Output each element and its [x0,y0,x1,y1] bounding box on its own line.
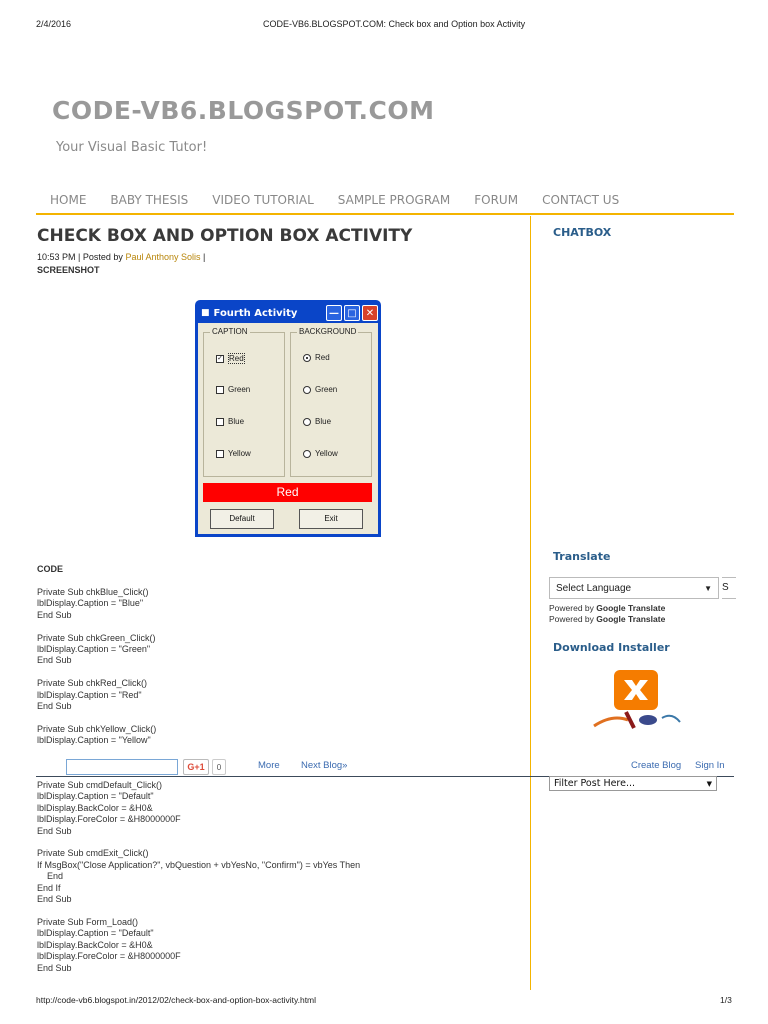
post-time: 10:53 PM [37,252,76,262]
check-green: Green [216,385,250,394]
display-label: Red [203,483,372,502]
print-date: 2/4/2016 [36,19,72,29]
vb-client-area [198,323,378,534]
nav-forum[interactable]: FORUM [474,193,519,207]
vb-titlebar [198,303,378,323]
next-blog-link[interactable]: Next Blog» [301,760,348,771]
author-separator: | [203,252,206,262]
print-page-title: CODE-VB6.BLOGSPOT.COM: Check box and Option box Activity [263,19,526,29]
google-logo: Google [596,614,626,624]
radio-icon [303,418,311,426]
posted-by-label: | Posted by [78,252,123,262]
check-red: ✓ Red [217,354,244,363]
check-yellow: Yellow [216,449,251,458]
sidebar-divider [530,216,531,990]
code-block-bottom: Private Sub cmdDefault_Click() lblDisplay.Caption = "Default" lblDisplay.BackColor = &H0& lblDisplay.ForeColor = &H8000000F End Sub Private Sub cmdExit_Click() If MsgBox("Close Application?", vbQuestion + vbYesNo, "Confirm") = vbYes Then End End If End Sub Private Sub Form_Load() lblDisplay.Caption = "Default" lblDisplay.BackColor = &H0& lblDisplay.ForeColor = &H8000000F End Sub [37,780,361,973]
language-select[interactable] [549,577,719,599]
close-icon: ✕ [362,305,378,321]
selected-radio-icon [303,354,311,362]
filter-post-value: Filter Post Here... [554,778,636,789]
checkbox-icon [216,450,224,458]
option-green: Green [303,385,337,394]
sign-in-link[interactable]: Sign In [695,760,725,771]
language-select-value: Select Language [556,582,632,594]
exit-button: Exit [299,509,363,529]
background-frame-label: BACKGROUND [299,327,357,336]
powered-by-2: Powered by Google Translate [549,614,666,624]
checkbox-icon [216,386,224,394]
dropdown-arrow-icon: ▼ [706,779,712,788]
form-icon: ■ [201,308,210,318]
option-yellow: Yellow [303,449,338,458]
nav-baby-thesis[interactable]: BABY THESIS [110,193,189,207]
gplus-count: 0 [212,759,226,775]
code-label: CODE [37,564,64,574]
main-nav [38,193,631,207]
nav-video-tutorial[interactable]: VIDEO TUTORIAL [212,193,314,207]
checked-checkbox-icon: ✓ [217,354,223,362]
blog-description: Your Visual Basic Tutor! [56,140,208,155]
code-block-top: Private Sub chkBlue_Click() lblDisplay.Caption = "Blue" End Sub Private Sub chkGreen_Click() lblDisplay.Caption = "Green" End Sub Private Sub chkRed_Click() lblDisplay.Caption = "Red" End Sub Private Sub chkYellow_Click() lblDisplay.Caption = "Yellow" [37,587,157,746]
google-logo: Google [596,603,626,613]
blog-search-input[interactable] [66,759,178,775]
chatbox-heading: CHATBOX [553,226,612,239]
nav-sample-program[interactable]: SAMPLE PROGRAM [337,193,451,207]
blog-title[interactable]: CODE-VB6.BLOGSPOT.COM [52,96,435,125]
screenshot-label: SCREENSHOT [37,265,100,275]
radio-icon [303,386,311,394]
minimize-icon: — [326,305,342,321]
radio-icon [303,450,311,458]
create-blog-link[interactable]: Create Blog [631,760,682,771]
gplus-button[interactable]: G+1 [183,759,209,775]
xampp-logo-icon[interactable] [592,668,684,734]
more-link[interactable]: More [258,760,280,771]
caption-frame-label: CAPTION [212,327,248,336]
post-title[interactable]: CHECK BOX AND OPTION BOX ACTIVITY [37,226,413,246]
filter-post-select[interactable] [549,776,717,791]
language-submit-partial[interactable]: S [722,577,736,599]
footer-page-number: 1/3 [720,995,732,1005]
author-link[interactable]: Paul Anthony Solis [125,252,201,262]
post-meta [37,252,205,262]
nav-home[interactable]: HOME [50,193,87,207]
vb-form-screenshot [195,300,381,537]
default-button: Default [210,509,274,529]
caption-frame [203,327,285,477]
option-red: Red [303,353,330,362]
checkbox-icon [216,418,224,426]
nav-contact-us[interactable]: CONTACT US [542,193,620,207]
dropdown-arrow-icon: ▼ [704,583,712,593]
footer-url: http://code-vb6.blogspot.in/2012/02/check-box-and-option-box-activity.html [36,995,317,1005]
powered-by-1: Powered by Google Translate [549,603,666,613]
vb-window-title: Fourth Activity [213,307,298,319]
maximize-icon: □ [344,305,360,321]
check-blue: Blue [216,417,244,426]
option-blue: Blue [303,417,331,426]
nav-divider [36,213,734,215]
translate-heading: Translate [553,550,611,563]
background-frame [290,327,372,477]
download-installer-heading: Download Installer [553,641,670,654]
